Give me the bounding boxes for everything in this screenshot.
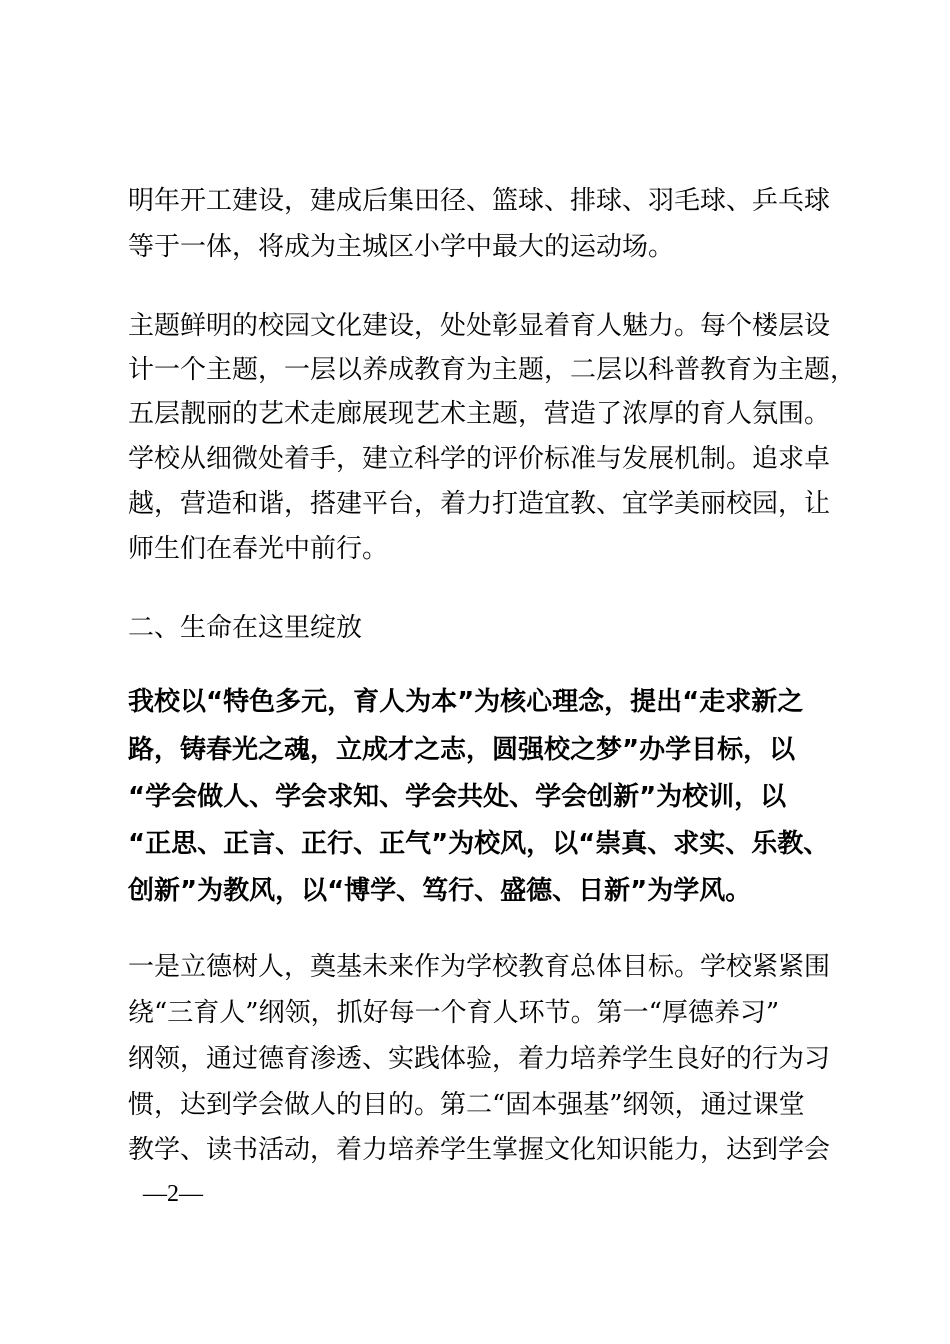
paragraph-4-line-2: 绕“三育人”纲领，抓好每一个育人环节。第一“厚德养习” xyxy=(128,998,780,1028)
paragraph-3-line-3: “学会做人、学会求知、学会共处、学会创新”为校训，以 xyxy=(128,782,787,812)
paragraph-2-line-6: 师生们在春光中前行。 xyxy=(128,534,389,564)
paragraph-4-line-5: 教学、读书活动，着力培养学生掌握文化知识能力，达到学会 xyxy=(128,1135,831,1165)
paragraph-2-line-5: 越，营造和谐，搭建平台，着力打造宜教、宜学美丽校园，让 xyxy=(128,489,831,519)
paragraph-2-line-3: 五层靓丽的艺术走廊展现艺术主题，营造了浓厚的育人氛围。 xyxy=(128,399,831,429)
page-number: —2— xyxy=(143,1181,203,1207)
paragraph-4-line-4: 惯，达到学会做人的目的。第二“固本强基”纲领，通过课堂 xyxy=(128,1090,805,1120)
paragraph-2-line-1: 主题鲜明的校园文化建设，处处彰显着育人魅力。每个楼层设 xyxy=(128,311,831,341)
paragraph-1-line-2: 等于一体，将成为主城区小学中最大的运动场。 xyxy=(128,232,675,262)
paragraph-4-line-1: 一是立德树人，奠基未来作为学校教育总体目标。学校紧紧围 xyxy=(128,952,831,982)
paragraph-1-line-1: 明年开工建设，建成后集田径、篮球、排球、羽毛球、乒乓球 xyxy=(128,186,831,216)
paragraph-3-line-4: “正思、正言、正行、正气”为校风，以“崇真、求实、乐教、 xyxy=(128,829,830,859)
paragraph-3-line-1: 我校以“特色多元，育人为本”为核心理念，提出“走求新之 xyxy=(128,687,804,717)
section-heading: 二、生命在这里绽放 xyxy=(128,613,363,643)
paragraph-3-line-2: 路，铸春光之魂，立成才之志，圆强校之梦”办学目标，以 xyxy=(128,735,796,765)
paragraph-3-line-5: 创新”为教风，以“博学、笃行、盛德、日新”为学风。 xyxy=(128,876,752,906)
paragraph-2-line-4: 学校从细微处着手，建立科学的评价标准与发展机制。追求卓 xyxy=(128,444,831,474)
paragraph-2-line-2: 计一个主题，一层以养成教育为主题，二层以科普教育为主题， xyxy=(128,355,857,385)
paragraph-4-line-3: 纲领，通过德育渗透、实践体验，着力培养学生良好的行为习 xyxy=(128,1044,831,1074)
